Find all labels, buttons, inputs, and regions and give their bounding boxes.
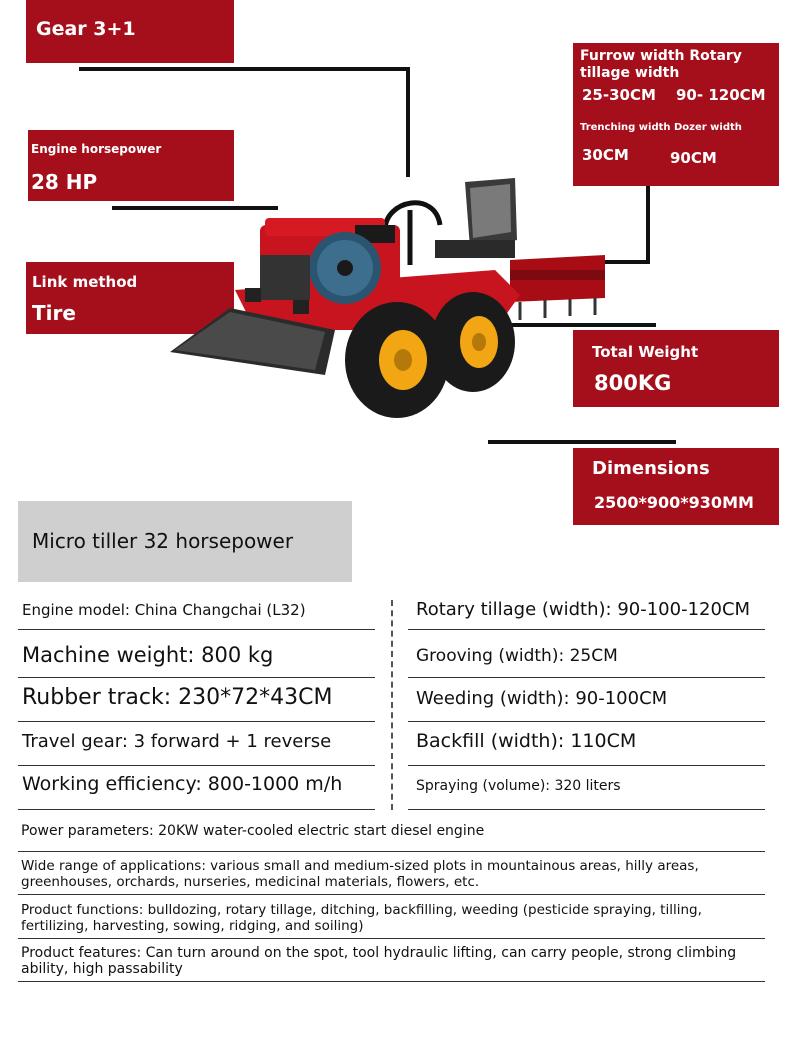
spec-column-divider	[391, 600, 393, 810]
spec-rule	[408, 809, 765, 810]
para-rule	[18, 894, 765, 895]
engine-hp-label: Engine horsepower	[31, 142, 162, 156]
weight-value: 800KG	[594, 371, 672, 395]
spec-left-3: Rubber track: 230*72*43CM	[22, 685, 333, 710]
para-rule	[18, 981, 765, 982]
spec-rule	[408, 629, 765, 630]
seat	[435, 178, 517, 258]
product-title-bar	[18, 501, 352, 582]
furrow-callout	[573, 43, 779, 186]
rotary-tiller-attachment	[510, 255, 605, 320]
furrow-value-2: 90- 120CM	[676, 86, 766, 104]
furrow-label-line2: tillage width	[580, 65, 680, 81]
weight-label: Total Weight	[592, 343, 699, 361]
dimensions-leader	[488, 440, 676, 444]
dimensions-label: Dimensions	[592, 458, 710, 479]
spec-right-1: Rotary tillage (width): 90-100-120CM	[416, 599, 751, 620]
furrow-value-1: 25-30CM	[582, 86, 656, 104]
spec-right-3: Weeding (width): 90-100CM	[416, 688, 668, 709]
link-method-value: Tire	[32, 301, 76, 325]
spec-right-2: Grooving (width): 25CM	[416, 646, 618, 666]
gear-label: Gear 3+1	[36, 18, 136, 40]
power-parameters: Power parameters: 20KW water-cooled electric start diesel engine	[21, 823, 485, 839]
furrow-value-3: 30CM	[582, 146, 629, 164]
wheel-front	[345, 302, 449, 418]
furrow-value-4: 90CM	[670, 149, 717, 167]
spec-rule	[18, 765, 375, 766]
wheel-rear	[431, 292, 515, 392]
spec-right-4: Backfill (width): 110CM	[416, 730, 637, 752]
para-rule	[18, 851, 765, 852]
spec-right-5: Spraying (volume): 320 liters	[416, 778, 621, 794]
dimensions-value: 2500*900*930MM	[594, 493, 754, 512]
spec-left-2: Machine weight: 800 kg	[22, 643, 274, 667]
spec-rule	[408, 765, 765, 766]
spec-rule	[18, 677, 375, 678]
furrow-label-line1: Furrow width Rotary	[580, 48, 742, 64]
furrow-sub-label: Trenching width Dozer width	[580, 122, 742, 133]
spec-rule	[18, 809, 375, 810]
link-method-label: Link method	[32, 273, 138, 291]
product-title: Micro tiller 32 horsepower	[32, 529, 294, 553]
dimensions-callout	[573, 448, 779, 525]
gear-callout	[26, 0, 234, 63]
engine-hp-value: 28 HP	[31, 170, 98, 194]
product-features: Product features: Can turn around on the spot, tool hydraulic lifting, can carry people, strong climbing ability, high passability	[21, 945, 737, 977]
para-rule	[18, 938, 765, 939]
applications: Wide range of applications: various small and medium-sized plots in mountainous areas, hilly areas, greenhouses, orchards, nurseries, medicinal materials, flowers, etc.	[21, 858, 699, 890]
spec-left-4: Travel gear: 3 forward + 1 reverse	[22, 731, 332, 752]
spec-rule	[408, 721, 765, 722]
spec-rule	[18, 629, 375, 630]
spec-rule	[408, 677, 765, 678]
spec-left-1: Engine model: China Changchai (L32)	[22, 601, 306, 619]
product-functions: Product functions: bulldozing, rotary tillage, ditching, backfilling, weeding (pesticide spraying, tilling, fertilizing, harvesting, sowing, ridging, and soiling)	[21, 902, 702, 934]
spec-left-5: Working efficiency: 800-1000 m/h	[22, 773, 343, 795]
furrow-leader-v	[646, 186, 650, 264]
gear-leader-h	[79, 67, 410, 71]
gear-leader-v	[406, 67, 410, 177]
spec-rule	[18, 721, 375, 722]
tiller-machine-image	[165, 170, 615, 420]
